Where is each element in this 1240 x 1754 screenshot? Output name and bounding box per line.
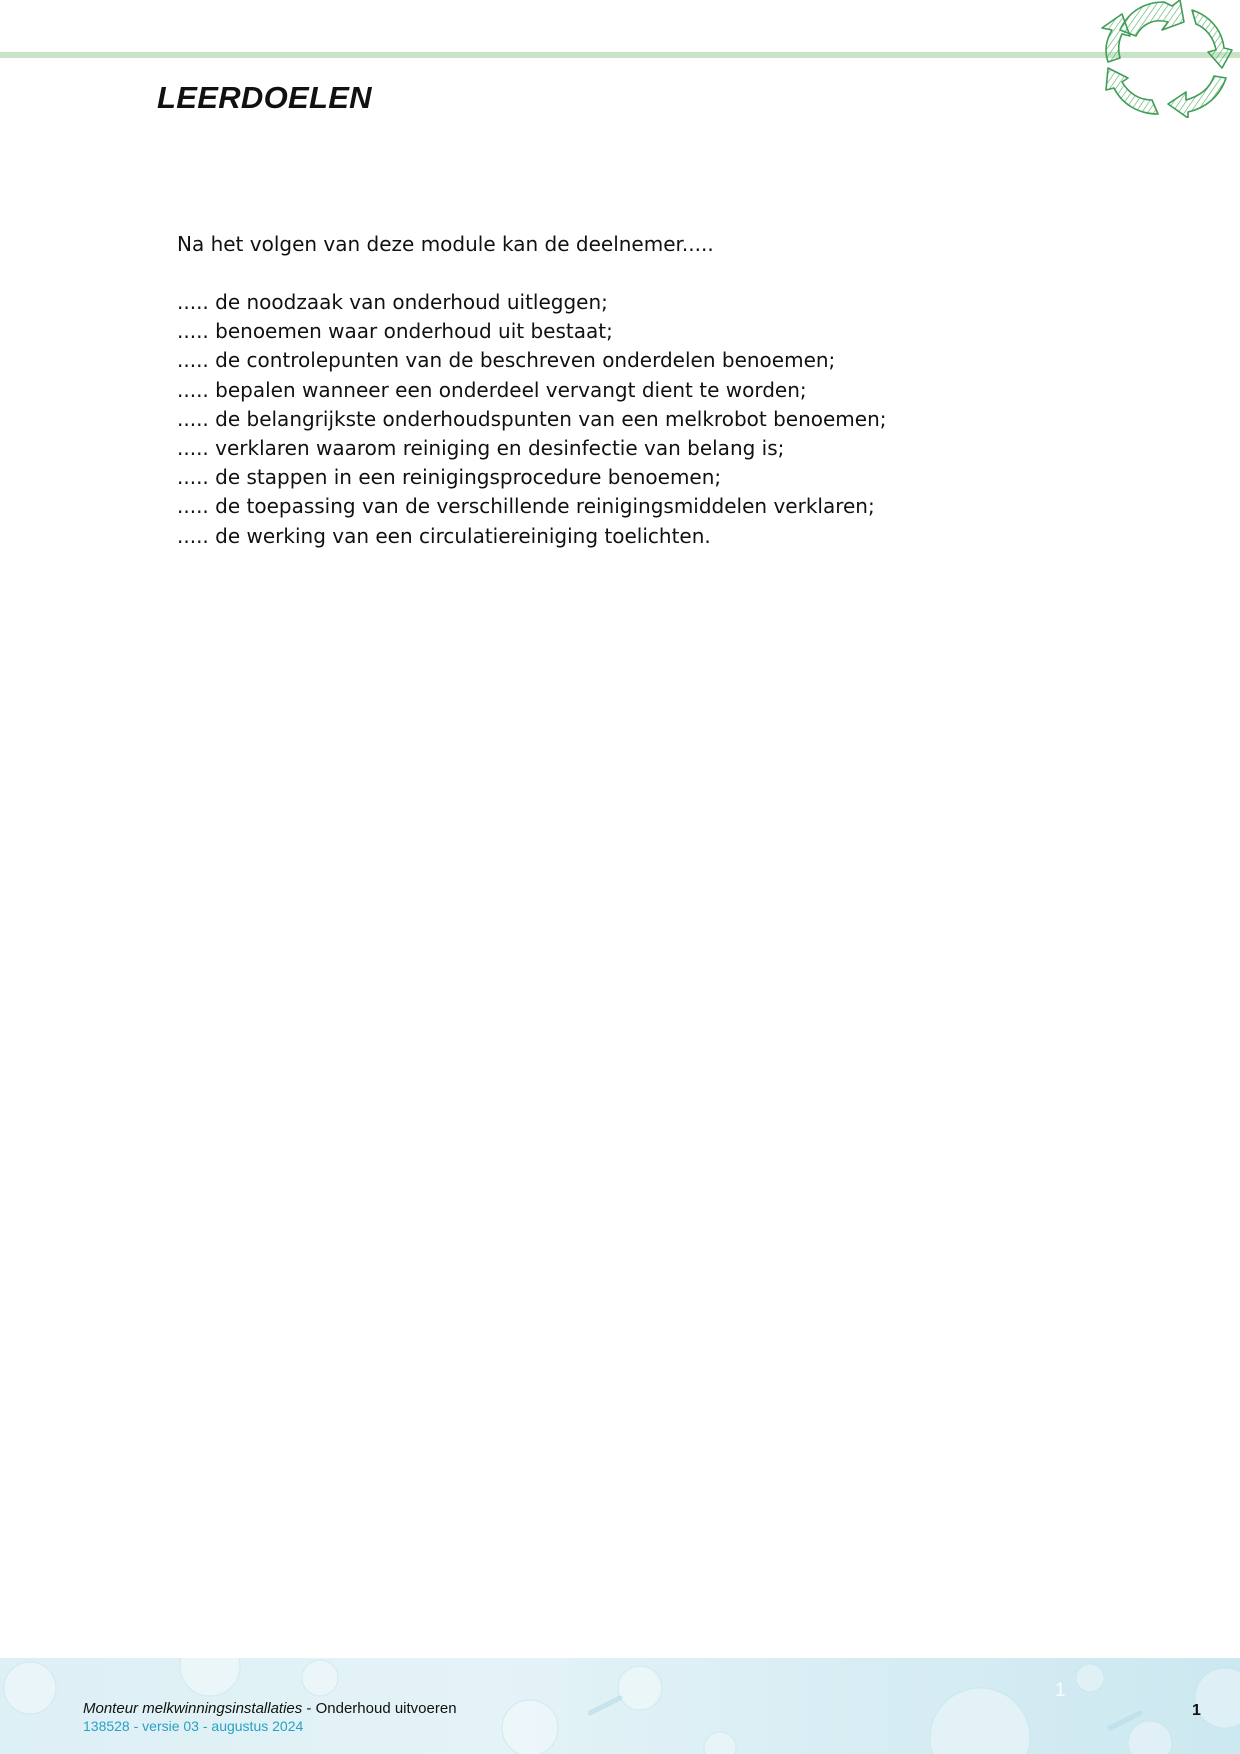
list-item: ..... de noodzaak van onderhoud uitleggen;: [177, 290, 608, 314]
page-number: 1: [1192, 1702, 1201, 1719]
list-item: ..... de belangrijkste onderhoudspunten van een melkrobot benoemen;: [177, 406, 887, 431]
list-item: ..... bepalen wanneer een onderdeel vervangt dient te worden;: [177, 377, 807, 402]
list-item: ..... benoemen waar onderhoud uit bestaat;: [177, 319, 613, 344]
list-item: ..... de stappen in een reinigingsprocedure benoemen;: [177, 465, 722, 490]
list-item: ..... verklaren waarom reiniging en desinfectie van belang is;: [177, 436, 785, 461]
footer-course-name: Monteur melkwinningsinstallaties: [83, 1700, 303, 1717]
footer-module-name: Onderhoud uitvoeren: [315, 1700, 457, 1717]
list-item: ..... de toepassing van de verschillende reinigingsmiddelen verklaren;: [177, 494, 875, 519]
recycle-icon: [1098, 0, 1240, 118]
list-item: ..... de controlepunten van de beschreven onderdelen benoemen;: [177, 348, 836, 373]
footer-course-title: [83, 1700, 457, 1717]
footer-watermark-number: 1: [1055, 1680, 1066, 1701]
list-item: ..... de werking van een circulatiereiniging toelichten.: [177, 523, 711, 548]
footer-version: 138528 - versie 03 - augustus 2024: [83, 1718, 304, 1734]
learning-objectives-list: [177, 288, 887, 551]
footer-band: [0, 1658, 1240, 1754]
page-title: LEERDOELEN: [157, 80, 372, 115]
footer-separator: -: [302, 1700, 316, 1717]
intro-text: Na het volgen van deze module kan de deelnemer.....: [177, 232, 714, 256]
header-rule: [0, 52, 1240, 58]
